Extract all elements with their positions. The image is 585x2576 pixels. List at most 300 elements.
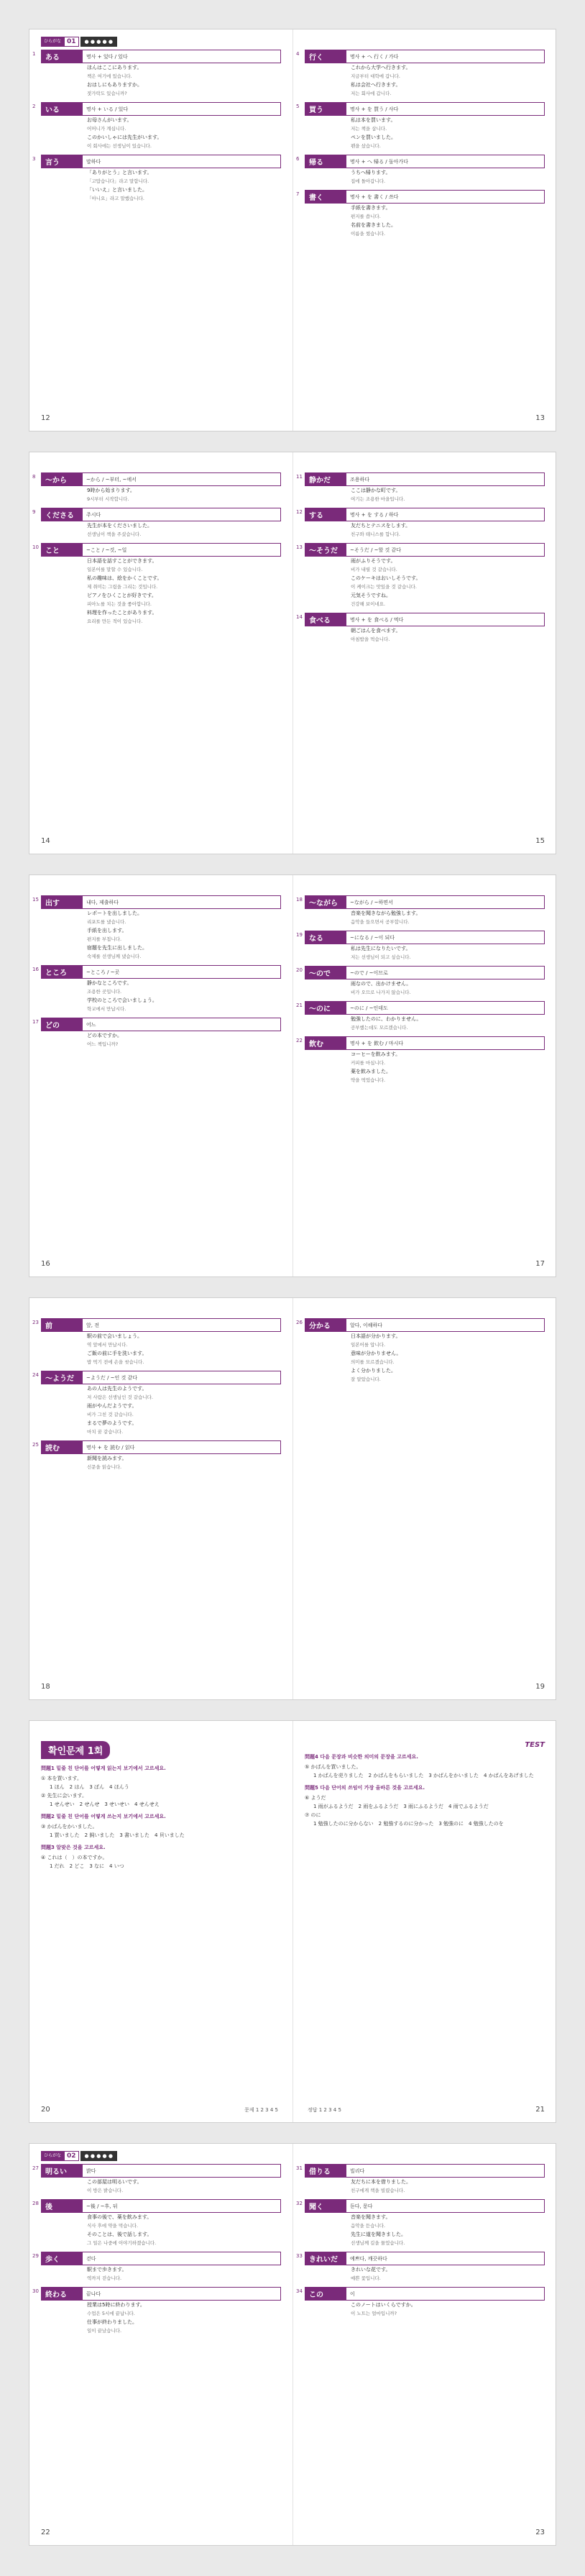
- entry-header: [32, 1018, 281, 1031]
- entry-header: [32, 2164, 281, 2178]
- example-translation: 친구와 테니스를 합니다.: [351, 531, 400, 537]
- vocab-entry: [32, 50, 281, 98]
- headword-text: いる: [45, 106, 60, 114]
- entry-header: [296, 613, 545, 626]
- example-translation: 이 케이크는 맛있을 것 같습니다.: [351, 584, 417, 590]
- example-translation: 「아니요」라고 말했습니다.: [87, 196, 144, 201]
- example-jp: 雨がふりそうです。: [351, 558, 396, 564]
- entry-number: 16: [32, 967, 39, 972]
- example-translation: 어느 책입니까?: [87, 1041, 119, 1047]
- left-page: [29, 1721, 292, 2122]
- headword: [32, 472, 83, 486]
- vocab-entry: [32, 2199, 281, 2247]
- example-translation: 학교에서 만납시다.: [87, 1006, 126, 1012]
- example-translation: 아침밥을 먹습니다.: [351, 636, 390, 642]
- entry-header: [32, 102, 281, 116]
- example-jp: 名前を書きました。: [351, 222, 396, 228]
- example-translation: 요리를 만든 적이 있습니다.: [87, 618, 143, 624]
- headword-text: ところ: [45, 969, 67, 977]
- example-translation: 그 일은 나중에 이야기하겠습니다.: [87, 2240, 157, 2246]
- headword-text: 読む: [45, 1445, 60, 1453]
- example-jp: 新聞を読みます。: [87, 1456, 127, 1461]
- headword-text: する: [309, 512, 323, 520]
- usage-pattern: ~になる / ~이 되다: [346, 931, 545, 944]
- question-heading: 問題1 밑줄 친 단어를 어떻게 읽는지 보기에서 고르세요.: [41, 1766, 166, 1771]
- example-jp: この部屋は明るいです。: [87, 2179, 142, 2185]
- vocab-entry: [296, 472, 545, 503]
- day-badge-dots: ● ● ● ● ●: [80, 37, 117, 47]
- vocab-entry: [32, 1018, 281, 1049]
- example-translation: 역 앞에서 만납시다.: [87, 1342, 128, 1348]
- example-translation: 수업은 5시에 끝납니다.: [87, 2311, 135, 2316]
- entry-number: 23: [32, 1320, 39, 1325]
- usage-pattern: ~こと / ~것, ~일: [83, 543, 281, 557]
- example-translation: 신문을 읽습니다.: [87, 1464, 122, 1470]
- footer-right: 정답 1 2 3 4 5: [308, 2107, 341, 2113]
- headword-text: なる: [309, 935, 323, 943]
- answer-options: 1 ほん 2 はん 3 ぼん 4 ほんう: [50, 1784, 129, 1790]
- headword: [32, 2164, 83, 2178]
- example-jp: 駅の前で会いましょう。: [87, 1333, 142, 1339]
- entry-header: [296, 508, 545, 521]
- entry-number: 13: [296, 544, 303, 550]
- example-jp: このケーキはおいしそうです。: [351, 575, 421, 581]
- usage-pattern: ~のに / ~인데도: [346, 1001, 545, 1015]
- headword-text: 聞く: [309, 2203, 323, 2211]
- entry-header: [32, 2199, 281, 2213]
- usage-pattern: ~後 / ~후, 뒤: [83, 2199, 281, 2213]
- example-jp: このかいしゃには先生がいます。: [87, 134, 162, 140]
- entry-number: 32: [296, 2201, 303, 2206]
- entry-header: [32, 2252, 281, 2265]
- example-jp: 意味が分かりません。: [351, 1351, 402, 1356]
- headword: [296, 613, 346, 626]
- example-translation: 일이 끝났습니다.: [87, 2328, 122, 2334]
- entry-number: 27: [32, 2165, 39, 2171]
- headword-text: 出す: [45, 900, 60, 908]
- page-number: 16: [41, 1260, 50, 1268]
- example-jp: 駅まで歩きます。: [87, 2267, 127, 2273]
- example-translation: 「고맙습니다」라고 말합니다.: [87, 178, 149, 184]
- vocab-entry: [296, 190, 545, 238]
- entry-number: 11: [296, 474, 303, 480]
- usage-pattern: ~ながら / ~하면서: [346, 895, 545, 909]
- usage-pattern: 빌리다: [346, 2164, 545, 2178]
- entry-header: [296, 102, 545, 116]
- page-number: 14: [41, 837, 50, 845]
- entry-header: [32, 965, 281, 979]
- example-jp: 勉強したのに、わかりません。: [351, 1016, 422, 1022]
- example-jp: 先生に道を聞きました。: [351, 2232, 406, 2237]
- entry-header: [296, 895, 545, 909]
- vocab-entry: [296, 508, 545, 539]
- entry-number: 4: [296, 51, 300, 57]
- footer-left: 문제 1 2 3 4 5: [244, 2107, 278, 2113]
- example-jp: 音楽を聞きます。: [351, 2214, 391, 2220]
- example-translation: 비가 오므로 나가지 않습니다.: [351, 990, 411, 995]
- example-translation: 조용한 곳입니다.: [87, 989, 122, 995]
- entry-number: 26: [296, 1320, 303, 1325]
- example-translation: 음악을 들으면서 공부합니다.: [351, 919, 410, 925]
- usage-pattern: 명사 + 있다 / 있다: [83, 50, 281, 63]
- usage-pattern: 앞, 전: [83, 1318, 281, 1332]
- quiz-title-bar: [41, 1741, 281, 1759]
- vocab-entry: [32, 472, 281, 503]
- question-text: ⑤ かばんを買いました。: [305, 1764, 361, 1770]
- headword: [296, 2252, 346, 2265]
- vocab-entry: [296, 613, 545, 644]
- entry-number: 19: [296, 932, 303, 938]
- answer-options: 1 買いました 2 飼いました 3 書いました 4 貝いました: [50, 1832, 185, 1838]
- vocab-entry: [296, 50, 545, 98]
- entry-number: 2: [32, 104, 36, 109]
- headword: [296, 895, 346, 909]
- vocab-entry: [296, 1001, 545, 1032]
- example-jp: きれいな花です。: [351, 2267, 391, 2273]
- entry-number: 6: [296, 156, 300, 162]
- entry-header: [296, 155, 545, 168]
- left-page: [29, 2144, 292, 2545]
- usage-pattern: 말하다: [83, 155, 281, 168]
- headword: [32, 543, 83, 557]
- usage-pattern: 명사 + を 飲む / 마시다: [346, 1036, 545, 1050]
- example-translation: 이 회사에는 선생님이 있습니다.: [87, 143, 152, 149]
- usage-pattern: 명사 + を 読む / 읽다: [83, 1440, 281, 1454]
- vocab-entry: [32, 508, 281, 539]
- usage-pattern: 걷다: [83, 2252, 281, 2265]
- vocab-entry: [296, 931, 545, 962]
- headword: [296, 1318, 346, 1332]
- question-text: ③ かばんをかいました。: [41, 1824, 98, 1830]
- vocab-entry: [32, 543, 281, 626]
- example-jp: 日本語を話すことができます。: [87, 558, 157, 564]
- example-jp: よく分かりました。: [351, 1368, 396, 1374]
- entry-number: 1: [32, 51, 36, 57]
- left-page: [29, 452, 292, 854]
- entry-number: 29: [32, 2253, 39, 2259]
- entry-header: [32, 2287, 281, 2301]
- example-translation: 이 노트는 얼마입니까?: [351, 2311, 397, 2316]
- usage-pattern: 명사 + を する / 하다: [346, 508, 545, 521]
- headword: [32, 1371, 83, 1384]
- entry-number: 28: [32, 2201, 39, 2206]
- vocab-entry: [296, 1036, 545, 1084]
- vocab-entry: [32, 965, 281, 1013]
- entry-number: 34: [296, 2288, 303, 2294]
- day-badge-label: ひらがな: [41, 37, 64, 47]
- headword: [32, 155, 83, 168]
- entry-number: 31: [296, 2165, 303, 2171]
- day-badge-number: 02: [64, 2151, 79, 2161]
- entry-header: [296, 50, 545, 63]
- entry-number: 30: [32, 2288, 39, 2294]
- headword-text: 帰る: [309, 159, 323, 167]
- page-number: 13: [535, 414, 545, 422]
- entry-header: [296, 2199, 545, 2213]
- usage-pattern: 밝다: [83, 2164, 281, 2178]
- entry-number: 25: [32, 1442, 39, 1448]
- answer-options: 1 せんせい 2 せんせ 3 せいせい 4 せんせえ: [50, 1801, 160, 1807]
- example-translation: 역까지 걷습니다.: [87, 2275, 122, 2281]
- example-translation: 공부했는데도 모르겠습니다.: [351, 1025, 408, 1031]
- example-jp: このノートはいくらですか。: [351, 2302, 416, 2308]
- page-spread: [29, 2143, 556, 2546]
- example-jp: お母さんがいます。: [87, 117, 132, 123]
- example-translation: 지금부터 대학에 갑니다.: [351, 73, 400, 79]
- vocab-entry: [296, 102, 545, 150]
- vocab-entry: [296, 1318, 545, 1384]
- headword-text: この: [309, 2291, 323, 2299]
- entry-header: [296, 966, 545, 979]
- headword-text: くださる: [45, 512, 74, 520]
- example-translation: 건강해 보이네요.: [351, 601, 386, 607]
- headword: [296, 2164, 346, 2178]
- entry-number: 21: [296, 1002, 303, 1008]
- entry-header: [32, 1371, 281, 1384]
- headword-text: 飲む: [309, 1041, 323, 1049]
- vocab-entry: [32, 2164, 281, 2195]
- example-jp: 私の趣味は、絵をかくことです。: [87, 575, 162, 581]
- headword: [32, 2252, 83, 2265]
- vocab-entry: [32, 2287, 281, 2335]
- example-jp: ペンを買いました。: [351, 134, 396, 140]
- question-text: ④ これは（ ）の本ですか。: [41, 1855, 108, 1860]
- entry-header: [32, 1318, 281, 1332]
- example-translation: 비가 내릴 것 같습니다.: [351, 567, 397, 572]
- example-translation: 편지를 부칩니다.: [87, 936, 122, 942]
- example-jp: ピアノをひくことが好きです。: [87, 593, 157, 598]
- example-translation: 이름을 썼습니다.: [351, 231, 386, 237]
- day-badge-label: ひらがな: [41, 2151, 64, 2161]
- entry-header: [296, 2164, 545, 2178]
- headword-text: 明るい: [45, 2168, 67, 2176]
- question-heading: 問題2 밑줄 친 단어를 어떻게 쓰는지 보기에서 고르세요.: [41, 1814, 166, 1819]
- entry-number: 12: [296, 509, 303, 515]
- example-translation: 어머니가 계십니다.: [87, 126, 126, 132]
- example-translation: 선생님이 책을 주셨습니다.: [87, 531, 142, 537]
- usage-pattern: ~ようだ / ~인 것 같다: [83, 1371, 281, 1384]
- headword-text: きれいだ: [309, 2256, 338, 2264]
- example-translation: 리포트를 냈습니다.: [87, 919, 126, 925]
- example-jp: 授業は5時に終わります。: [87, 2302, 145, 2308]
- example-jp: コーヒーを飲みます。: [351, 1051, 401, 1057]
- headword: [32, 895, 83, 909]
- headword: [296, 966, 346, 979]
- usage-pattern: 명사 + を 食べる / 먹다: [346, 613, 545, 626]
- example-jp: おはしにもありますか。: [87, 82, 142, 88]
- right-page: [293, 2144, 556, 2545]
- example-translation: 밥 먹기 전에 손을 씻습니다.: [87, 1359, 144, 1365]
- left-page: [29, 29, 292, 431]
- headword: [296, 155, 346, 168]
- headword-text: ～から: [45, 477, 67, 485]
- example-jp: 友だちに本を借りました。: [351, 2179, 411, 2185]
- vocab-entry: [296, 2287, 545, 2318]
- example-translation: 일본어를 압니다.: [351, 1342, 386, 1348]
- usage-pattern: 이: [346, 2287, 545, 2301]
- vocab-entry: [32, 102, 281, 150]
- usage-pattern: 듣다, 묻다: [346, 2199, 545, 2213]
- usage-pattern: 주시다: [83, 508, 281, 521]
- usage-pattern: 끝나다: [83, 2287, 281, 2301]
- headword: [32, 965, 83, 979]
- example-jp: 宿題を先生に出しました。: [87, 945, 147, 951]
- usage-pattern: 조용하다: [346, 472, 545, 486]
- headword-text: 前: [45, 1323, 52, 1330]
- headword-text: 借りる: [309, 2168, 331, 2176]
- question-heading: 問題4 다음 문장과 비슷한 의미의 문장을 고르세요.: [305, 1754, 418, 1760]
- example-jp: 食事の後で、薬を飲みます。: [87, 2214, 152, 2220]
- example-jp: 日本語が分かります。: [351, 1333, 401, 1339]
- vocab-entry: [32, 1318, 281, 1366]
- headword-text: 買う: [309, 106, 323, 114]
- example-translation: 약을 먹었습니다.: [351, 1077, 386, 1083]
- usage-pattern: 명사 + を 買う / 사다: [346, 102, 545, 116]
- entry-header: [32, 895, 281, 909]
- vocab-entry: [32, 1440, 281, 1471]
- headword-text: 歩く: [45, 2256, 60, 2264]
- example-jp: ここは静かな町です。: [351, 488, 401, 493]
- entry-header: [296, 1318, 545, 1332]
- example-jp: 学校のところで会いましょう。: [87, 997, 157, 1003]
- example-translation: 선생님께 길을 물었습니다.: [351, 2240, 405, 2246]
- entry-number: 20: [296, 967, 303, 973]
- headword-text: ～ようだ: [45, 1375, 74, 1383]
- example-translation: 피아노를 치는 것을 좋아합니다.: [87, 601, 152, 607]
- example-translation: 편지를 씁니다.: [351, 214, 381, 219]
- headword-text: こと: [45, 547, 60, 555]
- example-translation: 음악을 듣습니다.: [351, 2223, 386, 2229]
- right-page: [293, 29, 556, 431]
- day-badge: [41, 2151, 117, 2161]
- example-jp: 元気そうですね。: [351, 593, 391, 598]
- example-translation: 일본어를 말할 수 있습니다.: [87, 567, 143, 572]
- entry-number: 9: [32, 509, 36, 515]
- page-number: 23: [535, 2529, 545, 2536]
- vocab-entry: [296, 2252, 545, 2283]
- headword-text: ～ながら: [309, 900, 338, 908]
- usage-pattern: 명사 + へ 行く / 가다: [346, 50, 545, 63]
- example-translation: 저 사람은 선생님인 것 같습니다.: [87, 1394, 153, 1400]
- headword-text: 静かだ: [309, 477, 331, 485]
- entry-header: [32, 1440, 281, 1454]
- entry-header: [32, 543, 281, 557]
- example-jp: 音楽を聞きながら勉強します。: [351, 910, 421, 916]
- headword-text: ある: [45, 54, 60, 62]
- entry-header: [296, 190, 545, 204]
- example-translation: 숙제를 선생님께 냈습니다.: [87, 954, 142, 959]
- page-spread: [29, 874, 556, 1277]
- usage-pattern: ~から / ~부터, ~에서: [83, 472, 281, 486]
- entry-number: 17: [32, 1019, 39, 1025]
- page-spread: [29, 1297, 556, 1700]
- entry-number: 7: [296, 191, 300, 197]
- question-heading: 問題5 다음 단어의 쓰임이 가장 올바른 것을 고르세요.: [305, 1785, 425, 1791]
- headword: [32, 2287, 83, 2301]
- question-text: ⑥ ようだ: [305, 1795, 326, 1801]
- entry-number: 5: [296, 104, 300, 109]
- page-spread: [29, 29, 556, 431]
- quiz-title: 확인문제 1회: [41, 1741, 110, 1759]
- question-text: ② 先生に会います。: [41, 1793, 87, 1799]
- left-page: [29, 1298, 292, 1699]
- page-number: 18: [41, 1683, 50, 1691]
- answer-options: 1 雨がふるようだ 2 雨をふるようだ 3 雨にふるようだ 4 雨でふるようだ: [313, 1804, 489, 1809]
- vocab-entry: [296, 895, 545, 926]
- headword-text: ～ので: [309, 970, 331, 978]
- entry-header: [296, 1001, 545, 1015]
- entry-number: 33: [296, 2253, 303, 2259]
- page-number: 12: [41, 414, 50, 422]
- example-translation: 제 취미는 그림을 그리는 것입니다.: [87, 584, 158, 590]
- example-jp: 静かなところです。: [87, 980, 132, 986]
- example-jp: そのことは、後で話します。: [87, 2232, 152, 2237]
- example-jp: 私は先生になりたいです。: [351, 946, 411, 951]
- headword: [296, 2199, 346, 2213]
- usage-pattern: 어느: [83, 1018, 281, 1031]
- example-jp: 薬を飲みました。: [351, 1069, 391, 1074]
- example-jp: 雨がやんだようです。: [87, 1403, 137, 1409]
- example-translation: 친구에게 책을 빌렸습니다.: [351, 2188, 405, 2193]
- headword-text: 食べる: [309, 617, 331, 625]
- usage-pattern: ~そうだ / ~할 것 같다: [346, 543, 545, 557]
- example-jp: まるで夢のようです。: [87, 1420, 137, 1426]
- example-jp: 「いいえ」と言いました。: [87, 187, 147, 193]
- entry-number: 3: [32, 156, 36, 162]
- right-page: [293, 1298, 556, 1699]
- example-jp: 雨なので、出かけません。: [351, 981, 412, 987]
- headword: [296, 931, 346, 944]
- vocab-entry: [32, 895, 281, 961]
- example-jp: 手紙を書きます。: [351, 205, 391, 211]
- usage-pattern: 알다, 이해하다: [346, 1318, 545, 1332]
- headword-text: 行く: [309, 54, 323, 62]
- example-jp: うちへ帰ります。: [351, 170, 391, 175]
- example-jp: 「ありがとう」と言います。: [87, 170, 152, 175]
- entry-header: [296, 2252, 545, 2265]
- example-jp: 私は本を買います。: [351, 117, 396, 123]
- headword-text: 書く: [309, 194, 323, 202]
- vocab-entry: [296, 2199, 545, 2247]
- headword: [32, 50, 83, 63]
- vocab-entry: [296, 543, 545, 608]
- headword: [296, 508, 346, 521]
- usage-pattern: 예쁘다, 깨끗하다: [346, 2252, 545, 2265]
- example-translation: 여기는 조용한 마을입니다.: [351, 496, 405, 502]
- page-spread: [29, 452, 556, 854]
- question-text: ⑦ のに: [305, 1812, 321, 1818]
- example-translation: 저는 선생님이 되고 싶습니다.: [351, 954, 411, 960]
- example-translation: 9시부터 시작합니다.: [87, 496, 129, 502]
- example-translation: 예쁜 꽃입니다.: [351, 2275, 381, 2281]
- answer-options: 1 かばんを売りました 2 かばんをもらいました 3 かばんをかいました 4 かばんをあげました: [313, 1773, 534, 1778]
- entry-header: [296, 1036, 545, 1050]
- example-jp: 手紙を出します。: [87, 928, 127, 933]
- entry-header: [32, 155, 281, 168]
- example-jp: 友だちとテニスをします。: [351, 523, 411, 529]
- vocab-entry: [32, 1371, 281, 1436]
- answer-options: 1 勉強したのに分からない 2 勉強するのに分かった 3 勉強のに 4 勉強したのを: [313, 1821, 504, 1827]
- headword: [32, 2199, 83, 2213]
- headword: [32, 1018, 83, 1031]
- vocab-entry: [296, 966, 545, 997]
- example-translation: 이 방은 밝습니다.: [87, 2188, 124, 2193]
- headword: [296, 543, 346, 557]
- example-translation: 펜을 샀습니다.: [351, 143, 381, 149]
- answer-options: 1 だれ 2 どこ 3 なに 4 いつ: [50, 1863, 124, 1869]
- usage-pattern: 명사 + を 書く / 쓰다: [346, 190, 545, 204]
- headword: [296, 190, 346, 204]
